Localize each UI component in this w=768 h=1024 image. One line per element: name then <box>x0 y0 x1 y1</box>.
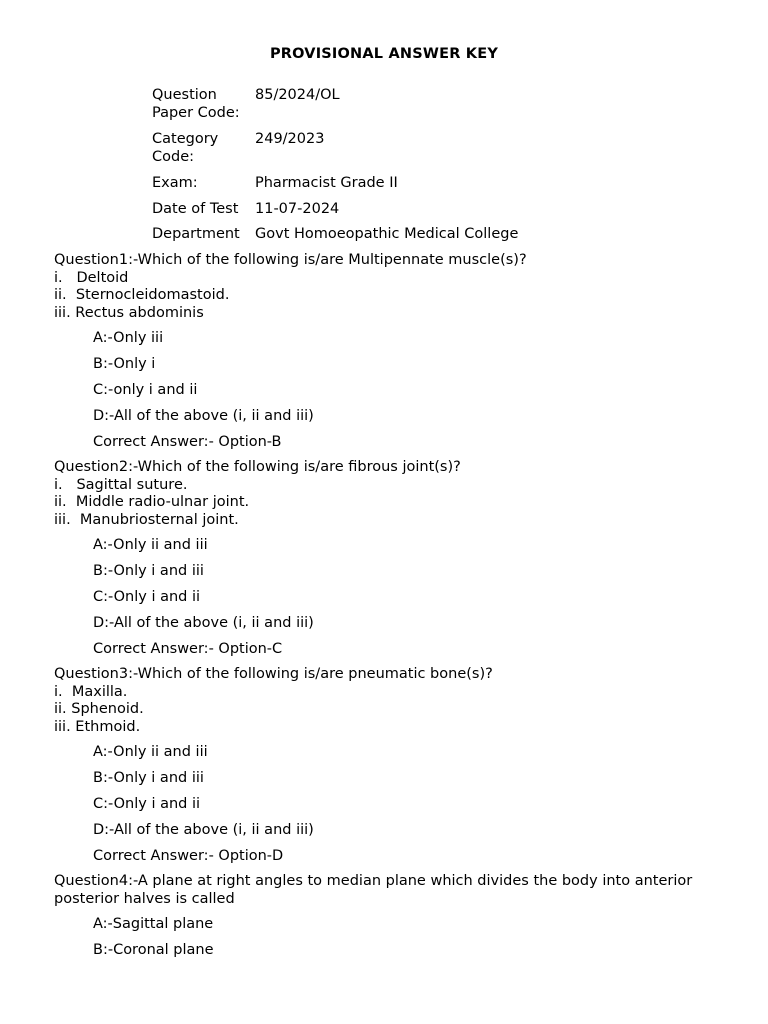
question-statement: ii. Sternocleidomastoid. <box>54 287 230 303</box>
page-title: PROVISIONAL ANSWER KEY <box>269 46 499 62</box>
answer-options <box>54 537 734 658</box>
correct-answer: Correct Answer:- Option-D <box>93 848 284 864</box>
answer-options <box>54 330 734 451</box>
meta-row-date-of-test <box>148 201 518 227</box>
option-a: A:-Only ii and iii <box>93 537 208 553</box>
exam-details-table <box>148 87 518 244</box>
meta-label <box>148 87 251 131</box>
meta-value-date-of-test: 11-07-2024 <box>255 200 340 217</box>
question-1 <box>54 252 734 451</box>
question-4 <box>54 873 734 959</box>
option-b: B:-Only i and iii <box>93 770 204 786</box>
meta-label-line: Question <box>152 87 217 103</box>
meta-label-line: Code: <box>152 148 195 165</box>
option-a: A:-Only ii and iii <box>93 744 208 760</box>
meta-label-date-of-test: Date of Test <box>152 200 239 217</box>
option-b: B:-Coronal plane <box>93 942 214 958</box>
question-text: Question4:-A plane at right angles to median plane which divides the body into anterior posterior halves is called <box>54 873 693 907</box>
question-statement: iii. Rectus abdominis <box>54 304 204 321</box>
answer-options <box>54 744 734 865</box>
question-statement: iii. Ethmoid. <box>54 718 141 735</box>
option-a: A:-Only iii <box>93 330 164 346</box>
question-statement: i. Sagittal suture. <box>54 476 188 493</box>
question-text: Question2:-Which of the following is/are fibrous joint(s)? <box>54 459 461 475</box>
answer-options <box>54 916 734 959</box>
question-statement: i. Deltoid <box>54 269 129 286</box>
meta-label-department: Department <box>152 226 240 242</box>
meta-label-line: Category <box>152 131 219 147</box>
meta-row-department <box>148 226 518 244</box>
option-c: C:-Only i and ii <box>93 796 201 812</box>
question-text: Question3:-Which of the following is/are pneumatic bone(s)? <box>54 666 493 682</box>
question-statement: iii. Manubriosternal joint. <box>54 511 239 528</box>
option-c: C:-Only i and ii <box>93 589 201 605</box>
meta-row-question-paper-code <box>148 87 518 131</box>
questions-list <box>54 252 734 968</box>
correct-answer: Correct Answer:- Option-C <box>93 641 283 657</box>
question-statement: i. Maxilla. <box>54 683 128 700</box>
option-b: B:-Only i and iii <box>93 563 204 579</box>
meta-label-line: Paper Code: <box>152 104 240 121</box>
correct-answer: Correct Answer:- Option-B <box>93 434 282 450</box>
meta-row-category-code <box>148 131 518 175</box>
option-c: C:-only i and ii <box>93 382 198 398</box>
option-b: B:-Only i <box>93 356 156 372</box>
question-3 <box>54 666 734 865</box>
meta-value-question-paper-code: 85/2024/OL <box>255 87 340 103</box>
question-2 <box>54 459 734 658</box>
question-statement: ii. Middle radio-ulnar joint. <box>54 494 250 510</box>
meta-row-exam <box>148 175 518 201</box>
meta-value-exam: Pharmacist Grade II <box>255 175 398 191</box>
meta-label-exam: Exam: <box>152 175 198 191</box>
question-text: Question1:-Which of the following is/are Multipennate muscle(s)? <box>54 252 527 268</box>
meta-value-department: Govt Homoeopathic Medical College <box>255 226 519 242</box>
question-statement: ii. Sphenoid. <box>54 701 144 717</box>
option-a: A:-Sagittal plane <box>93 916 214 932</box>
option-d: D:-All of the above (i, ii and iii) <box>93 615 314 631</box>
option-d: D:-All of the above (i, ii and iii) <box>93 408 314 424</box>
option-d: D:-All of the above (i, ii and iii) <box>93 822 314 838</box>
meta-value-category-code: 249/2023 <box>255 131 325 147</box>
meta-label <box>148 131 251 175</box>
